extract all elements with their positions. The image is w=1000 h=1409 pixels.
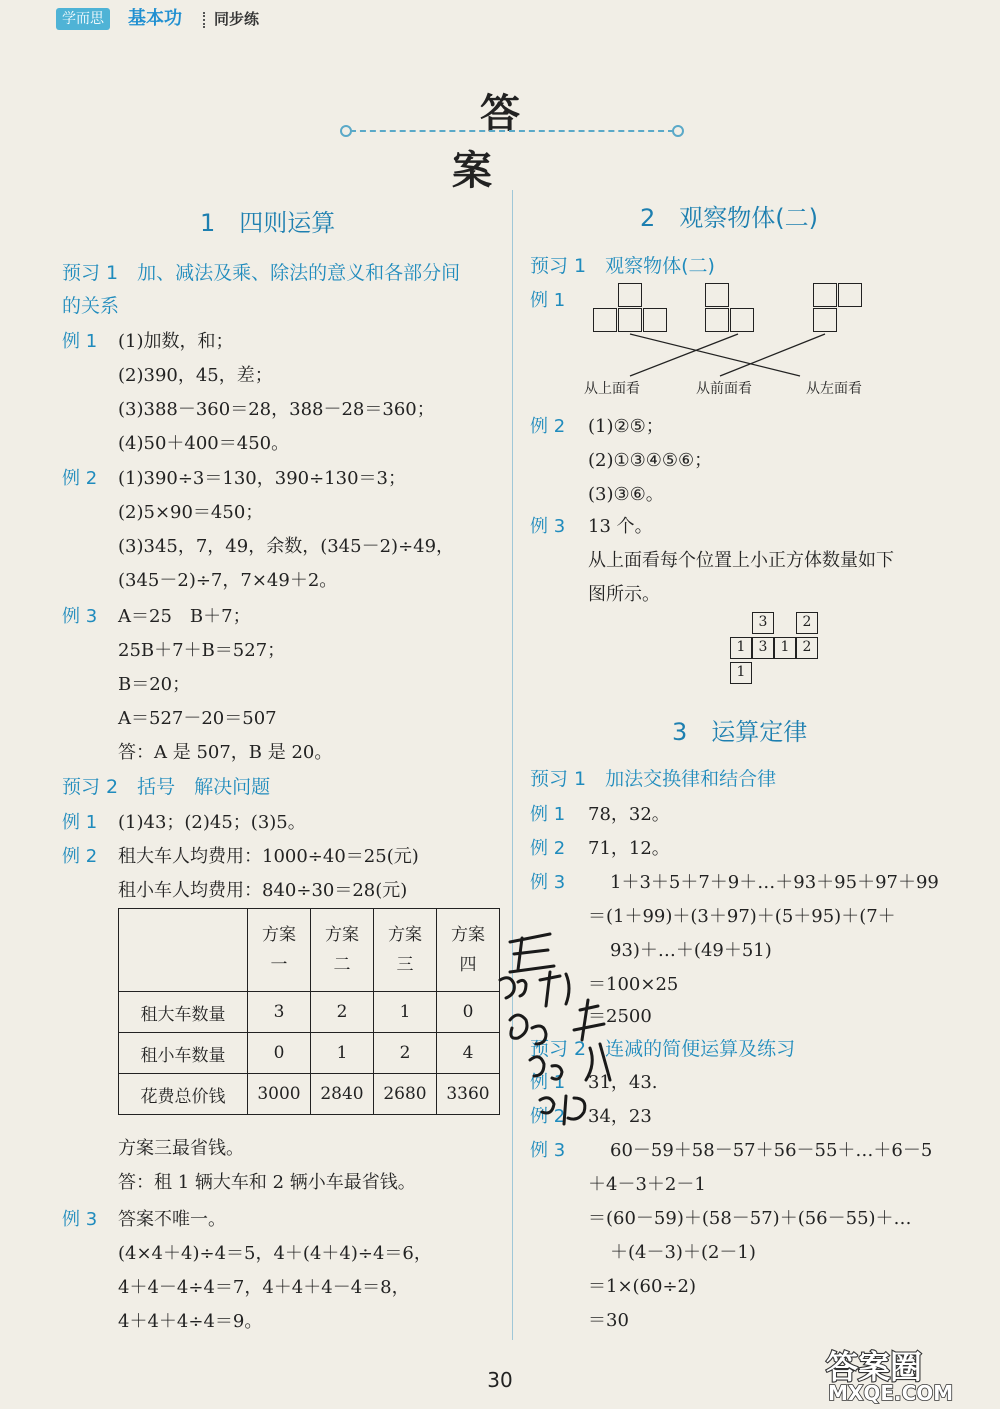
preview-heading-3-1: 预习 1 加法交换律和结合律 <box>530 768 777 790</box>
preview-heading-1: 预习 1 加、减法及乘、除法的意义和各部分间 <box>62 262 461 284</box>
table-row <box>119 992 500 1033</box>
answer-line: (345－2)÷7，7×49＋2。 <box>118 570 338 591</box>
answer-line: (1)加数，和； <box>118 331 234 352</box>
answer-line: (1)43；(2)45；(3)5。 <box>118 812 306 833</box>
answer-line: 4＋4－4÷4＝7，4＋4＋4－4＝8， <box>118 1277 410 1298</box>
preview-heading-2: 预习 2 括号 解决问题 <box>62 776 271 798</box>
rental-plan-table <box>118 908 500 1115</box>
table-cell: 3360 <box>437 1074 500 1115</box>
answer-line: 31，43. <box>588 1072 658 1093</box>
example-label: 例 3 <box>530 1140 566 1161</box>
answer-line: 25B＋7＋B＝527； <box>118 640 286 661</box>
page-number: 30 <box>487 1368 513 1392</box>
answer-line: (3)388－360＝28，388－28＝360； <box>118 399 435 420</box>
answer-line: (4×4＋4)÷4＝5，4＋(4＋4)÷4＝6， <box>118 1243 432 1264</box>
example-label: 例 1 <box>530 804 566 825</box>
table-cell: 0 <box>248 1033 311 1074</box>
table-cell: 2680 <box>374 1074 437 1115</box>
table-header-cell: 方案 一 <box>248 909 311 992</box>
example-label: 例 1 <box>62 812 98 833</box>
answer-line: B＝20； <box>118 674 191 695</box>
table-cell: 3000 <box>248 1074 311 1115</box>
example-label: 例 2 <box>530 416 566 437</box>
answer-line: 1＋3＋5＋7＋9＋…＋93＋95＋97＋99 <box>610 872 939 893</box>
brand-series-name: 基本功 <box>128 8 182 29</box>
site-logo-watermark <box>818 1340 993 1404</box>
caption-top-view: 从上面看 <box>584 381 640 397</box>
section-heading-3: 3 运算定律 <box>672 718 808 746</box>
table-cell: 2840 <box>311 1074 374 1115</box>
answer-line: ＝(60－59)＋(58－57)＋(56－55)＋… <box>588 1208 912 1229</box>
example-label: 例 3 <box>62 606 98 627</box>
answer-line: ＝1×(60÷2) <box>588 1276 697 1297</box>
title-underline-dot-left <box>340 125 352 137</box>
answer-line: 4＋4＋4÷4＝9。 <box>118 1311 263 1332</box>
column-divider <box>512 190 513 1340</box>
svg-text:MXQE.COM: MXQE.COM <box>828 1381 954 1404</box>
table-cell: 1 <box>374 992 437 1033</box>
title-underline <box>350 130 674 132</box>
answer-line: 答：A 是 507，B 是 20。 <box>118 742 333 763</box>
section-heading-1: 1 四则运算 <box>200 209 336 237</box>
brand-separator <box>203 12 207 28</box>
table-cell: 2 <box>374 1033 437 1074</box>
answer-line: 93)＋…＋(49＋51) <box>610 940 772 961</box>
answer-line: 78，32。 <box>588 804 670 825</box>
example-label: 例 3 <box>530 872 566 893</box>
answer-line: 方案三最省钱。 <box>118 1138 244 1159</box>
table-header-cell: 方案 四 <box>437 909 500 992</box>
caption-left-view: 从左面看 <box>806 381 862 397</box>
answer-line: 13 个。 <box>588 516 653 537</box>
answer-line: ＝(1＋99)＋(3＋97)＋(5＋95)＋(7＋ <box>588 906 896 927</box>
brand-logo-xueersi: 学而思 <box>56 8 110 30</box>
table-cell: 3 <box>248 992 311 1033</box>
answer-line: ＝30 <box>588 1310 629 1331</box>
answer-line: 34，23 <box>588 1106 652 1127</box>
example-label: 例 1 <box>62 331 98 352</box>
answer-line: 60－59＋58－57＋56－55＋…＋6－5 <box>610 1140 933 1161</box>
answer-line: 图所示。 <box>588 584 660 605</box>
table-header-row <box>119 909 500 992</box>
answer-line: (2)5×90＝450； <box>118 502 264 523</box>
table-header-cell: 方案 二 <box>311 909 374 992</box>
title-underline-dot-right <box>672 125 684 137</box>
example-label: 例 2 <box>530 838 566 859</box>
answer-line: 租小车人均费用：840÷30＝28(元) <box>118 880 408 901</box>
example-label: 例 1 <box>530 290 566 311</box>
table-header-cell: 方案 三 <box>374 909 437 992</box>
answer-line: ＋4－3＋2－1 <box>588 1174 706 1195</box>
answer-line: (3)345，7，49，余数，(345－2)÷49， <box>118 536 455 557</box>
answer-line: 71，12。 <box>588 838 670 859</box>
table-cell: 4 <box>437 1033 500 1074</box>
cube-count-grid: 3 2 1 3 1 2 1 <box>730 612 830 692</box>
example-label: 例 1 <box>530 1072 566 1093</box>
example-label: 例 3 <box>62 1209 98 1230</box>
answer-line: ＝2500 <box>588 1006 652 1027</box>
svg-text:答案圈: 答案圈 <box>826 1348 923 1386</box>
preview-heading-2-1: 预习 1 观察物体(二) <box>530 255 715 277</box>
example-label: 例 2 <box>62 468 98 489</box>
page-title: 答案 <box>452 91 576 194</box>
answer-line: (2)①③④⑤⑥； <box>588 450 713 471</box>
table-row-label: 花费总价钱 <box>119 1074 248 1115</box>
answer-line: (3)③⑥。 <box>588 484 664 505</box>
preview-heading-1-cont: 的关系 <box>62 295 120 317</box>
answer-line: ＝100×25 <box>588 974 679 995</box>
preview-heading-3-2: 预习 2 连减的简便运算及练习 <box>530 1038 796 1060</box>
table-row <box>119 1033 500 1074</box>
section-heading-2: 2 观察物体(二) <box>640 204 818 232</box>
example-label: 例 2 <box>530 1106 566 1127</box>
answer-line: A＝25 B＋7； <box>118 606 251 627</box>
handwritten-watermark <box>470 920 640 1160</box>
answer-line: (2)390，45，差； <box>118 365 273 386</box>
answer-line: 答案不唯一。 <box>118 1209 226 1230</box>
table-cell: 1 <box>311 1033 374 1074</box>
table-corner-cell <box>119 909 248 992</box>
caption-front-view: 从前面看 <box>696 381 752 397</box>
answer-line: 从上面看每个位置上小正方体数量如下 <box>588 550 894 571</box>
table-cell: 2 <box>311 992 374 1033</box>
table-row-label: 租小车数量 <box>119 1033 248 1074</box>
answer-line: (1)②⑤； <box>588 416 664 437</box>
answer-line: ＋(4－3)＋(2－1) <box>610 1242 756 1263</box>
answer-line: (4)50＋400＝450。 <box>118 433 290 454</box>
example-label: 例 3 <box>530 516 566 537</box>
answer-line: 租大车人均费用：1000÷40＝25(元) <box>118 846 419 867</box>
answer-line: A＝527－20＝507 <box>118 708 277 729</box>
example-label: 例 2 <box>62 846 98 867</box>
answer-line: 答：租 1 辆大车和 2 辆小车最省钱。 <box>118 1172 416 1193</box>
table-cell: 0 <box>437 992 500 1033</box>
brand-book-type: 同步练 <box>214 10 260 28</box>
answer-line: (1)390÷3＝130，390÷130＝3； <box>118 468 406 489</box>
table-row-label: 租大车数量 <box>119 992 248 1033</box>
table-row <box>119 1074 500 1115</box>
